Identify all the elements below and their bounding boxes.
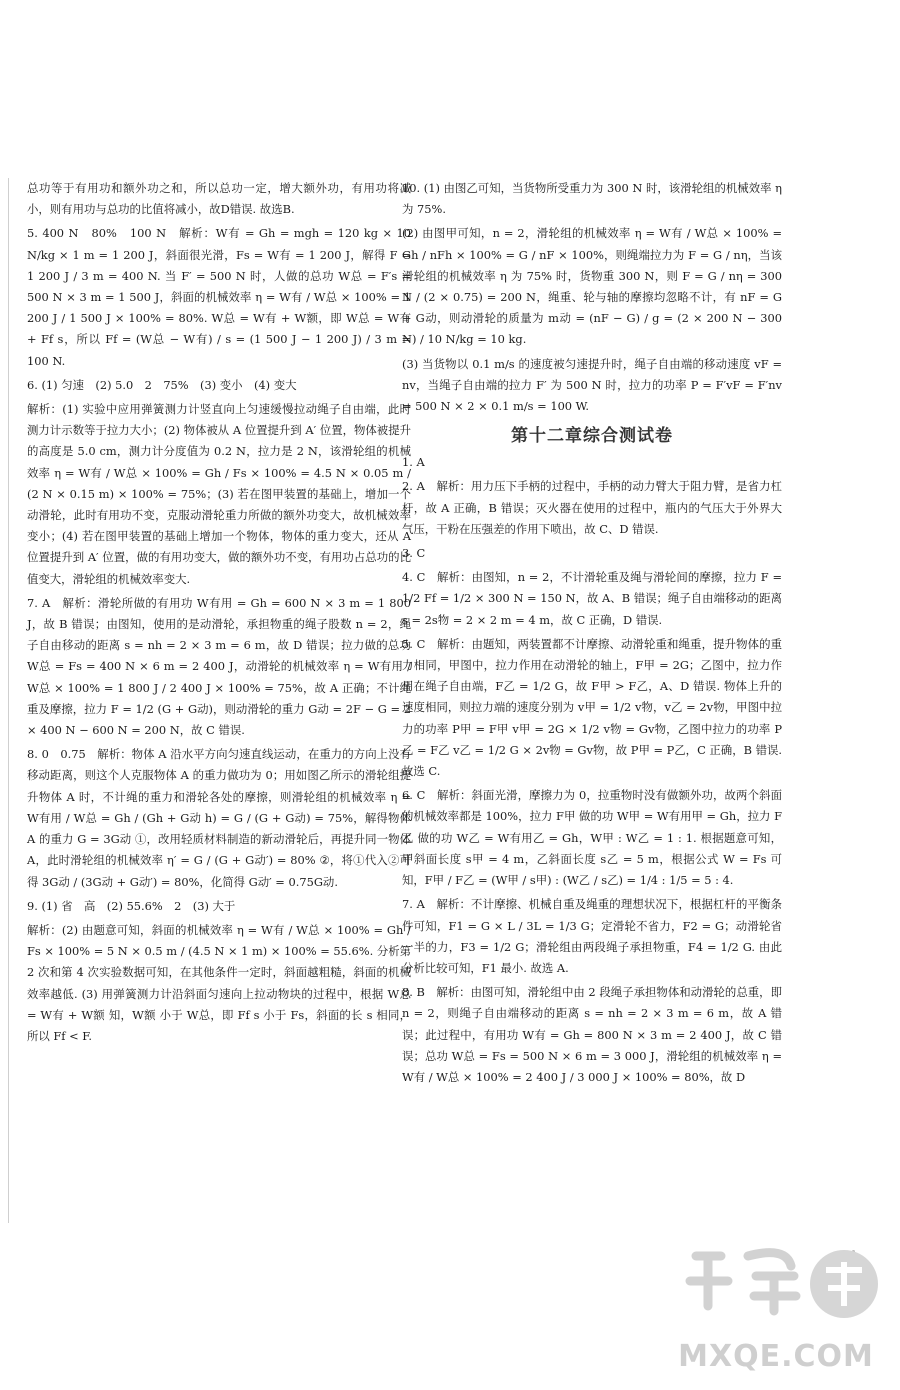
answer-paragraph: 总功等于有用功和额外功之和，所以总功一定，增大额外功，有用功将减小，则有用功与总功的比值将减小，故D错误. 故选B. xyxy=(27,181,411,217)
watermark xyxy=(666,1236,886,1386)
right-column xyxy=(402,178,782,1091)
answer-paragraph: 9. (1) 省 高 (2) 55.6% 2 (3) 大于 xyxy=(27,898,236,913)
answer-paragraph: 7. A 解析：滑轮所做的有用功 W有用 = Gh = 600 N × 3 m = 1 800 J，故 B 错误；由图知，使用的是动滑轮，承担物重的绳子股数 n = 2，绳子自由移动的距离 s = nh = 2 × 3 m = 6 m，故 D 错误；拉力做的总功 W总 = Fs = 400 N × 6 m = 2 400 J，动滑轮的机械效率 η = W有用 / W总 × 100% = 1 800 J / 2 400 J × 100% = 75%，故 A 正确；不计绳重及摩擦，拉力 F = 1/2 (G + G动)，则动滑轮的重力 G动 = 2F − G = 2 × 400 N − 600 N = 200 N，故 C 错误. xyxy=(27,595,411,738)
answer-paragraph: 6. (1) 匀速 (2) 5.0 2 75% (3) 变小 (4) 变大 xyxy=(27,377,297,392)
answer-paragraph: 8. 0 0.75 解析：物体 A 沿水平方向匀速直线运动，在重力的方向上没有移动距离，则这个人克服物体 A 的重力做功为 0；用如图乙所示的滑轮组提升物体 A 时，不计绳的重力和滑轮各处的摩擦，则滑轮组的机械效率 η = W有用 / W总 = Gh / (Gh + G动 h) = G / (G + G动) = 75%，解得物体 A 的重力 G = 3G动 ①，改用轻质材料制造的新动滑轮后，再提升同一物体 A，此时滑轮组的机械效率 η′ = G / (G + G动′) = 80% ②，将①代入②可得 3G动 / (3G动 + G动′) = 80%，化简得 G动′ = 0.75G动. xyxy=(27,747,411,889)
answer-paragraph: 2. A 解析：用力压下手柄的过程中，手柄的动力臂大于阻力臂，是省力杠杆，故 A 正确，B 错误；灭火器在使用的过程中，瓶内的气压大于外界大气压，干粉在压强差的作用下喷出，故 C、D 错误. xyxy=(402,479,782,536)
answer-paragraph: 4. C 解析：由图知，n = 2，不计滑轮重及绳与滑轮间的摩擦，拉力 F = 1/2 Ff = 1/2 × 300 N = 150 N，故 A、B 错误；绳子自由端移动的距离 s = 2s物 = 2 × 2 m = 4 m，故 C 正确，D 错误. xyxy=(402,570,782,627)
answer-paragraph: 6. C 解析：斜面光滑，摩擦力为 0，拉重物时没有做额外功，故两个斜面的机械效率都是 100%，拉力 F甲 做的功 W甲 = W有用甲 = Gh，拉力 F乙 做的功 W乙 = W有用乙 = Gh，W甲 : W乙 = 1 : 1. 根据题意可知，甲斜面长度 s甲 = 4 m，乙斜面长度 s乙 = 5 m，根据公式 W = Fs 可知，F甲 / F乙 = (W甲 / s甲) : (W乙 / s乙) = 1/4 : 1/5 = 5 : 4. xyxy=(402,788,782,888)
left-column xyxy=(8,178,411,1223)
watermark-text: MXQE.COM xyxy=(678,1339,874,1374)
answer-paragraph: (2) 由图甲可知，n = 2，滑轮组的机械效率 η = W有 / W总 × 100% = Gh / nFh × 100% = G / nF × 100%，则绳端拉力为 F = G / nη，当该滑轮组的机械效率 η 为 75% 时，货物重 300 N，则 F = G / nη = 300 N / (2 × 0.75) = 200 N，绳重、轮与轴的摩擦均忽略不计，有 nF = G + G动，则动滑轮的质量为 m动 = (nF − G) / g = (2 × 200 N − 300 N) / 10 N/kg = 10 kg. xyxy=(402,226,782,347)
answer-paragraph: 5. C 解析：由题知，两装置都不计摩擦、动滑轮重和绳重，提升物体的重力相同，甲图中，拉力作用在动滑轮的轴上，F甲 = 2G；乙图中，拉力作用在绳子自由端，F乙 = 1/2 G，故 F甲 > F乙，A、D 错误. 物体上升的速度相同，则拉力端的速度分别为 v甲 = 1/2 v物，v乙 = 2v物，甲图中拉力的功率 P甲 = F甲 v甲 = 2G × 1/2 v物 = Gv物，乙图中拉力的功率 P乙 = F乙 v乙 = 1/2 G × 2v物 = Gv物，故 P甲 = P乙，C 正确，B 错误. 故选 C. xyxy=(402,636,782,779)
answer-paragraph: 5. 400 N 80% 100 N 解析：W有 = Gh = mgh = 120 kg × 10 N/kg × 1 m = 1 200 J，斜面很光滑，Fs = W有 = 1 200 J，解得 F = 1 200 J / 3 m = 400 N. 当 F′ = 500 N 时，人做的总功 W总 = F′s = 500 N × 3 m = 1 500 J，斜面的机械效率 η = W有 / W总 × 100% = 1 200 J / 1 500 J × 100% = 80%. W总 = W有 + W额，即 W总 = W有 + Ff s，所以 Ff = (W总 − W有) / s = (1 500 J − 1 200 J) / 3 m = 100 N. xyxy=(27,226,411,368)
answer-paragraph: 7. A 解析：不计摩擦、机械自重及绳重的理想状况下，根据杠杆的平衡条件可知，F1 = G × L / 3L = 1/3 G；定滑轮不省力，F2 = G；动滑轮省一半的力，F3 = 1/2 G；滑轮组由两段绳子承担物重，F4 = 1/2 G. 由此分析比较可知，F1 最小. 故选 A. xyxy=(402,897,782,975)
answer-paragraph: (3) 当货物以 0.1 m/s 的速度被匀速提升时，绳子自由端的移动速度 vF = nv，当绳子自由端的拉力 F′ 为 500 N 时，拉力的功率 P = F′vF = F′nv = 500 N × 2 × 0.1 m/s = 100 W. xyxy=(402,356,782,414)
answer-paragraph: 1. A xyxy=(402,455,425,470)
answer-paragraph: 解析：(1) 实验中应用弹簧测力计竖直向上匀速缓慢拉动绳子自由端，此时测力计示数等于拉力大小；(2) 物体被从 A 位置提升到 A′ 位置，物体被提升的高度是 5.0 cm，测力计分度值为 0.2 N，拉力是 2 N，该滑轮组的机械效率 η = W有 / W总 × 100% = Gh / Fs × 100% = 4.5 N × 0.05 m / (2 N × 0.15 m) × 100% = 75%；(3) 若在图甲装置的基础上，增加一个动滑轮，此时有用功不变，克服动滑轮重力所做的额外功变大，故机械效率变小；(4) 若在图甲装置的基础上增加一个物体，物体的重力变大，还从 A 位置提升到 A′ 位置，做的有用功变大，做的额外功不变，有用功占总功的比值变大，滑轮组的机械效率变大. xyxy=(27,402,411,586)
answer-paragraph: 解析：(2) 由题意可知，斜面的机械效率 η = W有 / W总 × 100% = Gh / Fs × 100% = 5 N × 0.5 m / (4.5 N × 1 m) × 100% = 55.6%. 分析第 2 次和第 4 次实验数据可知，在其他条件一定时，斜面越粗糙，斜面的机械效率越低. (3) 用弹簧测力计沿斜面匀速向上拉动物块的过程中，根据 W总 = W有 + W额 知，W额 小于 W总，即 Ff s 小于 Fs，斜面的长 s 相同，所以 Ff < F. xyxy=(27,922,411,1043)
chapter-title: 第十二章综合测试卷 xyxy=(511,426,673,447)
answer-paragraph: 10. (1) 由图乙可知，当货物所受重力为 300 N 时，该滑轮组的机械效率 η 为 75%. xyxy=(402,181,782,217)
watermark-logo-icon xyxy=(666,1236,886,1336)
answer-paragraph: 3. C xyxy=(402,546,426,561)
answer-paragraph: 8. B 解析：由图可知，滑轮组中由 2 段绳子承担物体和动滑轮的总重，即 n = 2，则绳子自由端移动的距离 s = nh = 2 × 3 m = 6 m，故 A 错误；此过程中，有用功 W有 = Gh = 800 N × 3 m = 2 400 J，故 C 错误；总功 W总 = Fs = 500 N × 6 m = 3 000 J，滑轮组的机械效率 η = W有 / W总 × 100% = 2 400 J / 3 000 J × 100% = 80%，故 D xyxy=(402,985,782,1084)
